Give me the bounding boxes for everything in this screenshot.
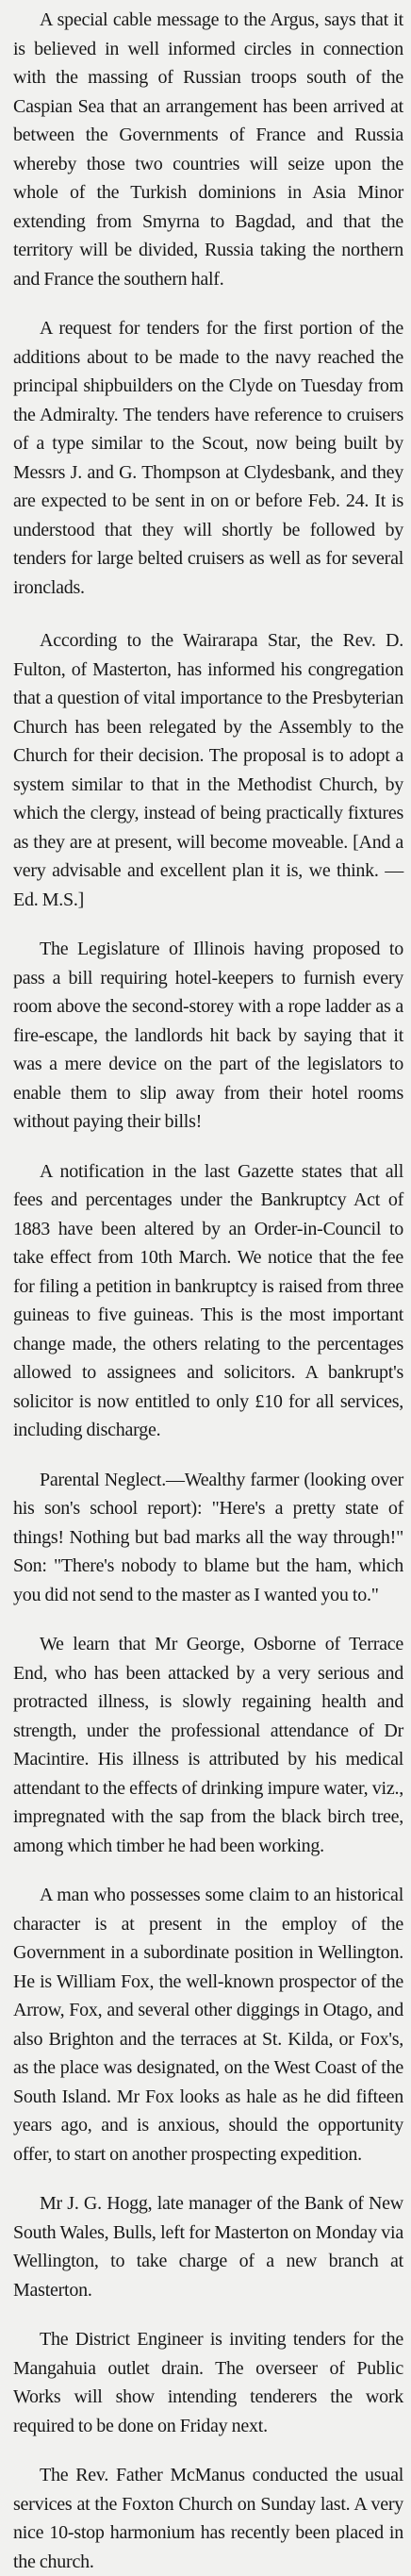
news-item-mr-hogg: Mr J. G. Hogg, late manager of the Bank of New South Wales, Bulls, left for Masterton on Monday via Wellington, to take charge of a new branch at Masterton. [13, 2193, 403, 2301]
news-item-bankruptcy-fees: A notification in the last Gazette states that all fees and percentages under the Bankruptcy Act of 1883 have been altered by an Order-in-Council to take effect from 10th March. We notice that the fee for filing a petition in bankruptcy is raised from three guineas to five guineas. This is the most important change made, the others relating to the percentages allowed to assignees and solicitors. A bankrupt's solicitor is now entitled to only £10 for all services, including discharge. [13, 1160, 403, 1440]
news-item-mr-george-osborne: We learn that Mr George, Osborne of Terrace End, who has been attacked by a very serious and protracted illness, is slowly regaining health and strength, under the professional attendance of Dr Macintire. His illness is attributed by his medical attendant to the effects of drinking impure water, viz., impregnated with the sap from the black birch tree, among which timber he had been working. [13, 1634, 403, 1856]
news-item-district-engineer: The District Engineer is inviting tenders for the Mangahuia outlet drain. The overseer of Public Works will show intending tenderers the work required to be done on Friday next. [13, 2329, 403, 2436]
news-item-argus-cable: A special cable message to the Argus, says that it is believed in well informed circles in connection with the massing of Russian troops south of the Caspian Sea that an arrangement has been arrived at between the Governments of France and Russia whereby those two countries will seize upon the whole of the Turkish dominions in Asia Minor extending from Smyrna to Bagdad, and that the territory will be divided, Russia taking the northern and France the southern half. [13, 9, 403, 290]
news-item-william-fox: A man who possesses some claim to an historical character is at present in the employ of the Government in a subordinate position in Wellington. He is William Fox, the well-known prospector of the Arrow, Fox, and several other diggings in Otago, and also Brighton and the terraces at St. Kilda, or Fox's, as the place was designated, on the West Coast of the South Island. Mr Fox looks as hale as he did fifteen years ago, and is anxious, should the opportunity offer, to start on another prospecting expedition. [13, 1885, 403, 2165]
news-item-illinois-fire-escape: The Legislature of Illinois having proposed to pass a bill requiring hotel-keepers to furnish every room above the second-storey with a rope ladder as a fire-escape, the landlords hit back by saying that it was a mere device on the part of the legislators to enable them to slip away from their hotel rooms without paying their bills! [13, 939, 403, 1132]
news-item-parental-neglect: Parental Neglect.—Wealthy farmer (looking over his son's school report): "Here's a pretty state of things! Nothing but bad marks all the way through!" Son: "There's nobody to blame but the ham, which you did not send to the master as I wanted you to." [13, 1469, 403, 1605]
news-item-father-mcmanus: The Rev. Father McManus conducted the usual services at the Foxton Church on Sunday last. A very nice 10-stop harmonium has recently been placed in the church. [13, 2465, 403, 2572]
news-item-navy-tenders: A request for tenders for the first portion of the additions about to be made to the navy reached the principal shipbuilders on the Clyde on Tuesday from the Admiralty. The tenders have reference to cruisers of a type similar to the Scout, now being built by Messrs J. and G. Thompson at Clydesbank, and they are expected to be sent in on or before Feb. 24. It is understood that they will shortly be followed by tenders for large belted cruisers as well as for several ironclads. [13, 318, 403, 598]
news-item-wairarapa-star: According to the Wairarapa Star, the Rev. D. Fulton, of Masterton, has informed his congregation that a question of vital importance to the Presbyterian Church has been relegated by the Assembly to the Church for their decision. The proposal is to adopt a system similar to that in the Methodist Church, by which the clergy, instead of being practically fixtures as they are at present, will become moveable. [And a very advisable and excellent plan it is, we think. —Ed. M.S.] [13, 630, 403, 910]
